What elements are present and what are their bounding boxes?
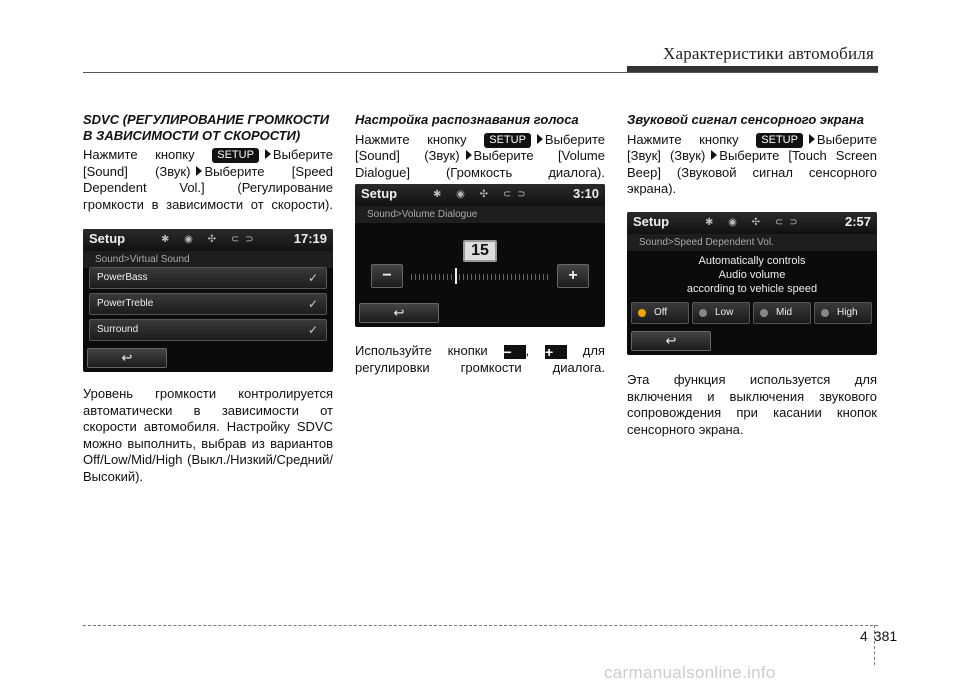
page-number: 4 381 bbox=[860, 628, 898, 644]
status-icons: ✱ ◉ ✣ ⊂⊃ bbox=[705, 217, 804, 228]
screen-breadcrumb: Sound>Virtual Sound bbox=[83, 251, 333, 268]
screen-clock: 17:19 bbox=[293, 231, 327, 246]
radio-dot-icon bbox=[638, 309, 646, 317]
volume-plus-button[interactable]: + bbox=[557, 264, 589, 288]
check-icon: ✓ bbox=[307, 297, 318, 311]
arrow-right-icon bbox=[809, 134, 815, 144]
column-touch-beep-body bbox=[627, 372, 877, 438]
instruction-paragraph: Нажмите кнопку SETUP Выберите [Sound] (Звук) Выберите [Volume Dialogue] (Громкость диалога). bbox=[355, 131, 605, 180]
footer-rule bbox=[83, 625, 878, 626]
setup-button-icon: SETUP bbox=[212, 148, 259, 163]
back-button[interactable] bbox=[87, 348, 167, 368]
arrow-right-icon bbox=[711, 150, 717, 160]
back-button[interactable] bbox=[631, 331, 711, 351]
row-powertreble[interactable]: PowerTreble ✓ bbox=[89, 293, 327, 315]
column-voice-volume bbox=[355, 112, 605, 181]
running-header-title: Характеристики автомобиля bbox=[663, 44, 874, 63]
screen-breadcrumb: Sound>Volume Dialogue bbox=[355, 206, 605, 223]
sdvc-description: Уровень громкости контролируется автоматически в зависимости от скорости автомобиля. Настройку SDVC можно выполнить, выбрав из вариантов Off/Low/Mid/High (Выкл./Низкий/Средний/Высокий). bbox=[83, 386, 333, 484]
instruction-paragraph: Нажмите кнопку SETUP Выберите [Звук] (Звук) Выберите [Touch Screen Beep] (Звуковой сигнал сенсорного экрана). bbox=[627, 131, 877, 196]
status-icons: ✱ ◉ ✣ ⊂⊃ bbox=[161, 234, 260, 245]
arrow-right-icon bbox=[265, 149, 271, 159]
arrow-right-icon bbox=[196, 166, 202, 176]
screen-breadcrumb: Sound>Speed Dependent Vol. bbox=[627, 234, 877, 251]
volume-value: 15 bbox=[463, 240, 497, 262]
back-arrow-icon: ↩ bbox=[393, 305, 405, 320]
status-icons: ✱ ◉ ✣ ⊂⊃ bbox=[433, 189, 532, 200]
screen-title: Setup bbox=[633, 214, 670, 229]
header-rule bbox=[83, 72, 878, 73]
setup-button-icon: SETUP bbox=[756, 133, 803, 148]
column-voice-body bbox=[355, 343, 605, 376]
option-low[interactable]: Low bbox=[692, 302, 750, 324]
column-sdvc-body bbox=[83, 386, 333, 485]
plus-icon: + bbox=[545, 345, 567, 359]
column-sdvc bbox=[83, 112, 333, 213]
option-off[interactable]: Off bbox=[631, 302, 689, 324]
back-arrow-icon: ↩ bbox=[665, 333, 677, 348]
check-icon: ✓ bbox=[307, 271, 318, 285]
screen-title: Setup bbox=[89, 231, 126, 246]
screen-clock: 2:57 bbox=[844, 214, 871, 229]
row-powerbass[interactable]: PowerBass ✓ bbox=[89, 267, 327, 289]
volume-minus-button[interactable]: − bbox=[371, 264, 403, 288]
column-touch-beep bbox=[627, 112, 877, 198]
sdv-description: Automatically controls Audio volume according to vehicle speed bbox=[686, 255, 818, 295]
radio-dot-icon bbox=[760, 309, 768, 317]
voice-volume-description: Используйте кнопки − , + для регулировки громкости диалога. bbox=[355, 343, 605, 375]
back-button[interactable] bbox=[359, 303, 439, 323]
minus-icon: − bbox=[504, 345, 526, 359]
arrow-right-icon bbox=[537, 134, 543, 144]
touch-beep-description: Эта функция используется для включения и выключения звукового сопровождения при касании кнопок сенсорного экрана. bbox=[627, 372, 877, 437]
option-mid[interactable]: Mid bbox=[753, 302, 811, 324]
screen-virtual-sound bbox=[83, 229, 333, 372]
section-heading-touch-beep: Звуковой сигнал сенсорного экрана bbox=[627, 112, 864, 127]
radio-dot-icon bbox=[821, 309, 829, 317]
screen-speed-dependent-vol bbox=[627, 212, 877, 355]
watermark: carmanualsonline.info bbox=[604, 663, 776, 682]
back-arrow-icon: ↩ bbox=[121, 350, 133, 365]
arrow-right-icon bbox=[466, 150, 472, 160]
screen-volume-dialogue bbox=[355, 184, 605, 327]
option-high[interactable]: High bbox=[814, 302, 872, 324]
volume-slider-thumb[interactable] bbox=[455, 268, 457, 284]
section-heading-voice: Настройка распознавания голоса bbox=[355, 112, 579, 127]
section-heading-sdvc: SDVC (РЕГУЛИРОВАНИЕ ГРОМКОСТИ В ЗАВИСИМОСТИ ОТ СКОРОСТИ) bbox=[83, 112, 330, 143]
row-surround[interactable]: Surround ✓ bbox=[89, 319, 327, 341]
check-icon: ✓ bbox=[307, 323, 318, 337]
screen-clock: 3:10 bbox=[572, 186, 599, 201]
screen-title: Setup bbox=[361, 186, 398, 201]
instruction-paragraph: Нажмите кнопку SETUP Выберите [Sound] (Звук) Выберите [Speed Dependent Vol.] (Регулирование громкости в зависимости от скорости). bbox=[83, 147, 334, 212]
setup-button-icon: SETUP bbox=[484, 133, 531, 148]
radio-dot-icon bbox=[699, 309, 707, 317]
volume-slider[interactable] bbox=[411, 274, 549, 280]
